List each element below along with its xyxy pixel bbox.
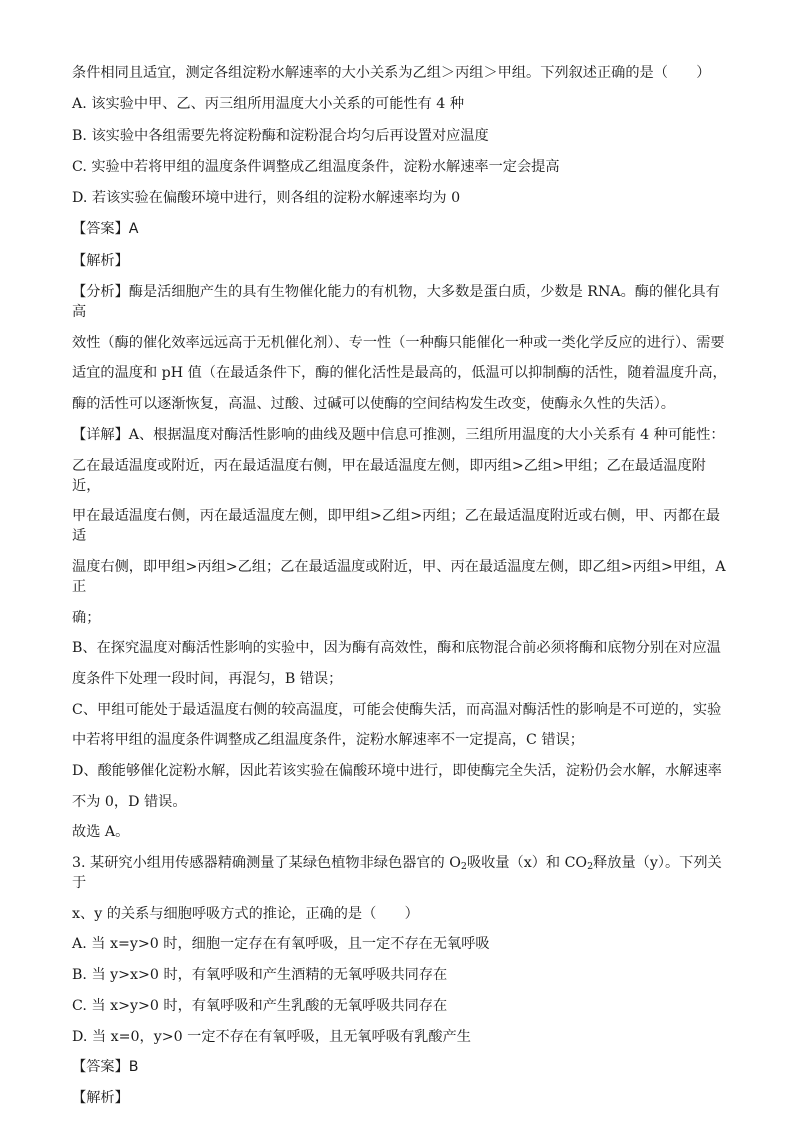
detail-paragraph-line: 度条件下处理一段时间，再混匀，B 错误； <box>72 670 343 687</box>
option-c: C. 实验中若将甲组的温度条件调整成乙组温度条件，淀粉水解速率一定会提高 <box>72 158 560 175</box>
detail-paragraph-line: C、甲组可能处于最适温度右侧的较高温度，可能会使酶失活，而高温对酶活性的影响是不可逆的，实验 <box>72 701 722 718</box>
o2-subscript: 2 <box>460 861 467 873</box>
detail-paragraph-line: 乙在最适温度或附近，丙在最适温度右侧，甲在最适温度左侧，即丙组>乙组>甲组；乙在最适温度附近， <box>72 457 706 494</box>
detail-paragraph-line: 不为 0，D 错误。 <box>72 793 187 810</box>
q3-option-b: B. 当 y>x>0 时，有氧呼吸和产生酒精的无氧呼吸共同存在 <box>72 967 448 984</box>
answer-label: 【答案】A <box>72 221 139 238</box>
analysis-paragraph-line: 【分析】酶是活细胞产生的具有生物催化能力的有机物，大多数是蛋白质，少数是 RNA。酶的催化具有高 <box>72 284 720 321</box>
question-stem-continued: 条件相同且适宜，测定各组淀粉水解速率的大小关系为乙组＞丙组＞甲组。下列叙述正确的是（ ） <box>72 65 711 81</box>
q3-stem-text: 吸收量（x）和 CO <box>466 855 588 872</box>
detail-paragraph-line: 甲在最适温度右侧，丙在最适温度左侧，即甲组>乙组>丙组；乙在最适温度附近或右侧，甲、丙都在最适 <box>72 508 721 545</box>
analysis-paragraph-line: 适宜的温度和 pH 值（在最适条件下，酶的催化活性是最高的，低温可以抑制酶的活性，随着温度升高， <box>72 365 727 382</box>
q3-answer-label: 【答案】B <box>72 1059 139 1076</box>
detail-paragraph-line: 确； <box>72 609 101 626</box>
option-b: B. 该实验中各组需要先将淀粉酶和淀粉混合均匀后再设置对应温度 <box>72 127 489 144</box>
q3-stem-text: 释放量（y）。下列关于 <box>72 855 722 892</box>
detail-paragraph-line: 温度右侧，即甲组>丙组>乙组；乙在最适温度或附近，甲、丙在最适温度左侧，即乙组>丙组>甲组，A 正 <box>72 558 731 595</box>
option-a: A. 该实验中甲、乙、丙三组所用温度大小关系的可能性有 4 种 <box>72 96 465 113</box>
q3-option-d: D. 当 x=0，y>0 一定不存在有氧呼吸，且无氧呼吸有乳酸产生 <box>72 1028 471 1045</box>
q3-option-a: A. 当 x=y>0 时，细胞一定存在有氧呼吸，且一定不存在无氧呼吸 <box>72 936 490 953</box>
explanation-label: 【解析】 <box>72 252 129 269</box>
q3-option-c: C. 当 x>y>0 时，有氧呼吸和产生乳酸的无氧呼吸共同存在 <box>72 997 448 1014</box>
question-3-stem <box>72 853 732 893</box>
q3-explanation-label: 【解析】 <box>72 1089 129 1106</box>
detail-paragraph-line: B、在探究温度对酶活性影响的实验中，因为酶有高效性，酶和底物混合前必须将酶和底物分别在对应温 <box>72 640 721 657</box>
detail-paragraph-line: 【详解】A、根据温度对酶活性影响的曲线及题中信息可推测，三组所用温度的大小关系有 4 种可能性： <box>72 426 725 443</box>
document-page <box>72 63 732 1119</box>
analysis-paragraph-line: 效性（酶的催化效率远远高于无机催化剂）、专一性（一种酶只能催化一种或一类化学反应的进行）、需要 <box>72 334 725 351</box>
option-d: D. 若该实验在偏酸环境中进行，则各组的淀粉水解速率均为 0 <box>72 190 461 207</box>
conclusion-line: 故选 A。 <box>72 824 130 841</box>
q3-stem-text: 3. 某研究小组用传感器精确测量了某绿色植物非绿色器官的 O <box>72 855 461 872</box>
analysis-paragraph-line: 酶的活性可以逐渐恢复，高温、过酸、过碱可以使酶的空间结构发生改变，使酶永久性的失活）。 <box>72 396 675 413</box>
question-3-stem-line2: x、y 的关系与细胞呼吸方式的推论，正确的是（ ） <box>72 905 419 922</box>
co2-subscript: 2 <box>587 861 594 873</box>
detail-paragraph-line: D、酸能够催化淀粉水解，因此若该实验在偏酸环境中进行，即使酶完全失活，淀粉仍会水解，水解速率 <box>72 763 722 780</box>
detail-paragraph-line: 中若将甲组的温度条件调整成乙组温度条件，淀粉水解速率不一定提高，C 错误； <box>72 732 584 749</box>
